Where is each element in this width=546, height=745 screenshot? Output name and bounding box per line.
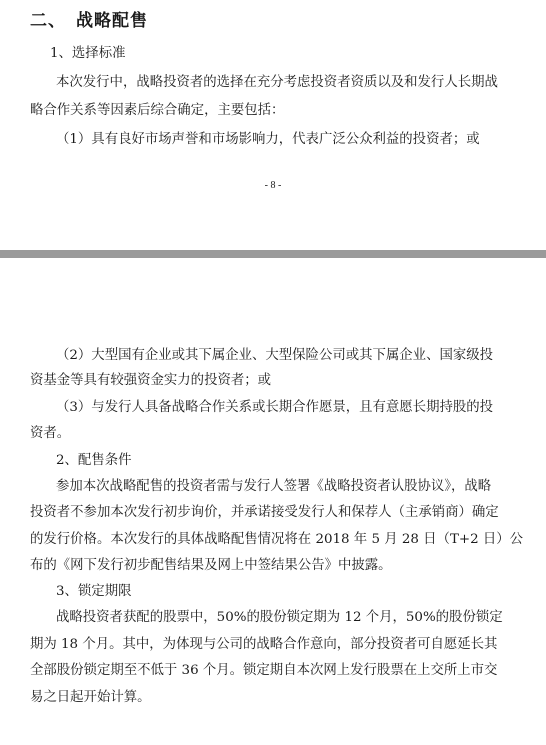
list-item: （3）与发行人具备战略合作关系或长期合作愿景，且有意愿长期持股的投	[56, 400, 494, 415]
paragraph-line: 易之日起开始计算。	[30, 690, 151, 705]
subsection-title-selection-criteria: 1、选择标准	[50, 46, 126, 61]
paragraph-line: 本次发行中，战略投资者的选择在充分考虑投资者资质以及和发行人长期战	[56, 75, 498, 90]
subsection-title-allocation-conditions: 2、配售条件	[56, 453, 132, 468]
section-title: 战略配售	[76, 11, 148, 31]
page-separator	[0, 250, 546, 258]
paragraph-line: 期为 18 个月。其中，为体现与公司的战略合作意向，部分投资者可自愿延长其	[30, 637, 498, 652]
list-item-continuation: 资者。	[30, 426, 71, 441]
paragraph-line: 投资者不参加本次发行初步询价，并承诺接受发行人和保荐人（主承销商）确定	[30, 505, 499, 520]
list-item: （2）大型国有企业或其下属企业、大型保险公司或其下属企业、国家级投	[56, 348, 494, 363]
paragraph-line: 全部股份锁定期至不低于 36 个月。锁定期自本次网上发行股票在上交所上市交	[30, 663, 498, 678]
section-heading	[30, 6, 148, 31]
document-page-top	[0, 0, 546, 250]
list-item-continuation: 资基金等具有较强资金实力的投资者；或	[30, 373, 272, 388]
document-page-bottom	[0, 258, 546, 745]
paragraph-line: 战略投资者获配的股票中，50%的股份锁定期为 12 个月，50%的股份锁定	[56, 610, 503, 625]
paragraph-line: 布的《网下发行初步配售结果及网上中签结果公告》中披露。	[30, 558, 392, 573]
section-number: 二、	[30, 11, 66, 31]
subsection-title-lockup-period: 3、锁定期限	[56, 584, 132, 599]
page-number: - 8 -	[264, 180, 282, 191]
paragraph-line: 略合作关系等因素后综合确定，主要包括：	[30, 103, 285, 118]
paragraph-line: 的发行价格。本次发行的具体战略配售情况将在 2018 年 5 月 28 日（T+2 日）公	[30, 532, 524, 547]
paragraph-line: 参加本次战略配售的投资者需与发行人签署《战略投资者认股协议》，战略	[56, 479, 492, 494]
list-item: （1）具有良好市场声誉和市场影响力，代表广泛公众利益的投资者；或	[56, 132, 480, 147]
